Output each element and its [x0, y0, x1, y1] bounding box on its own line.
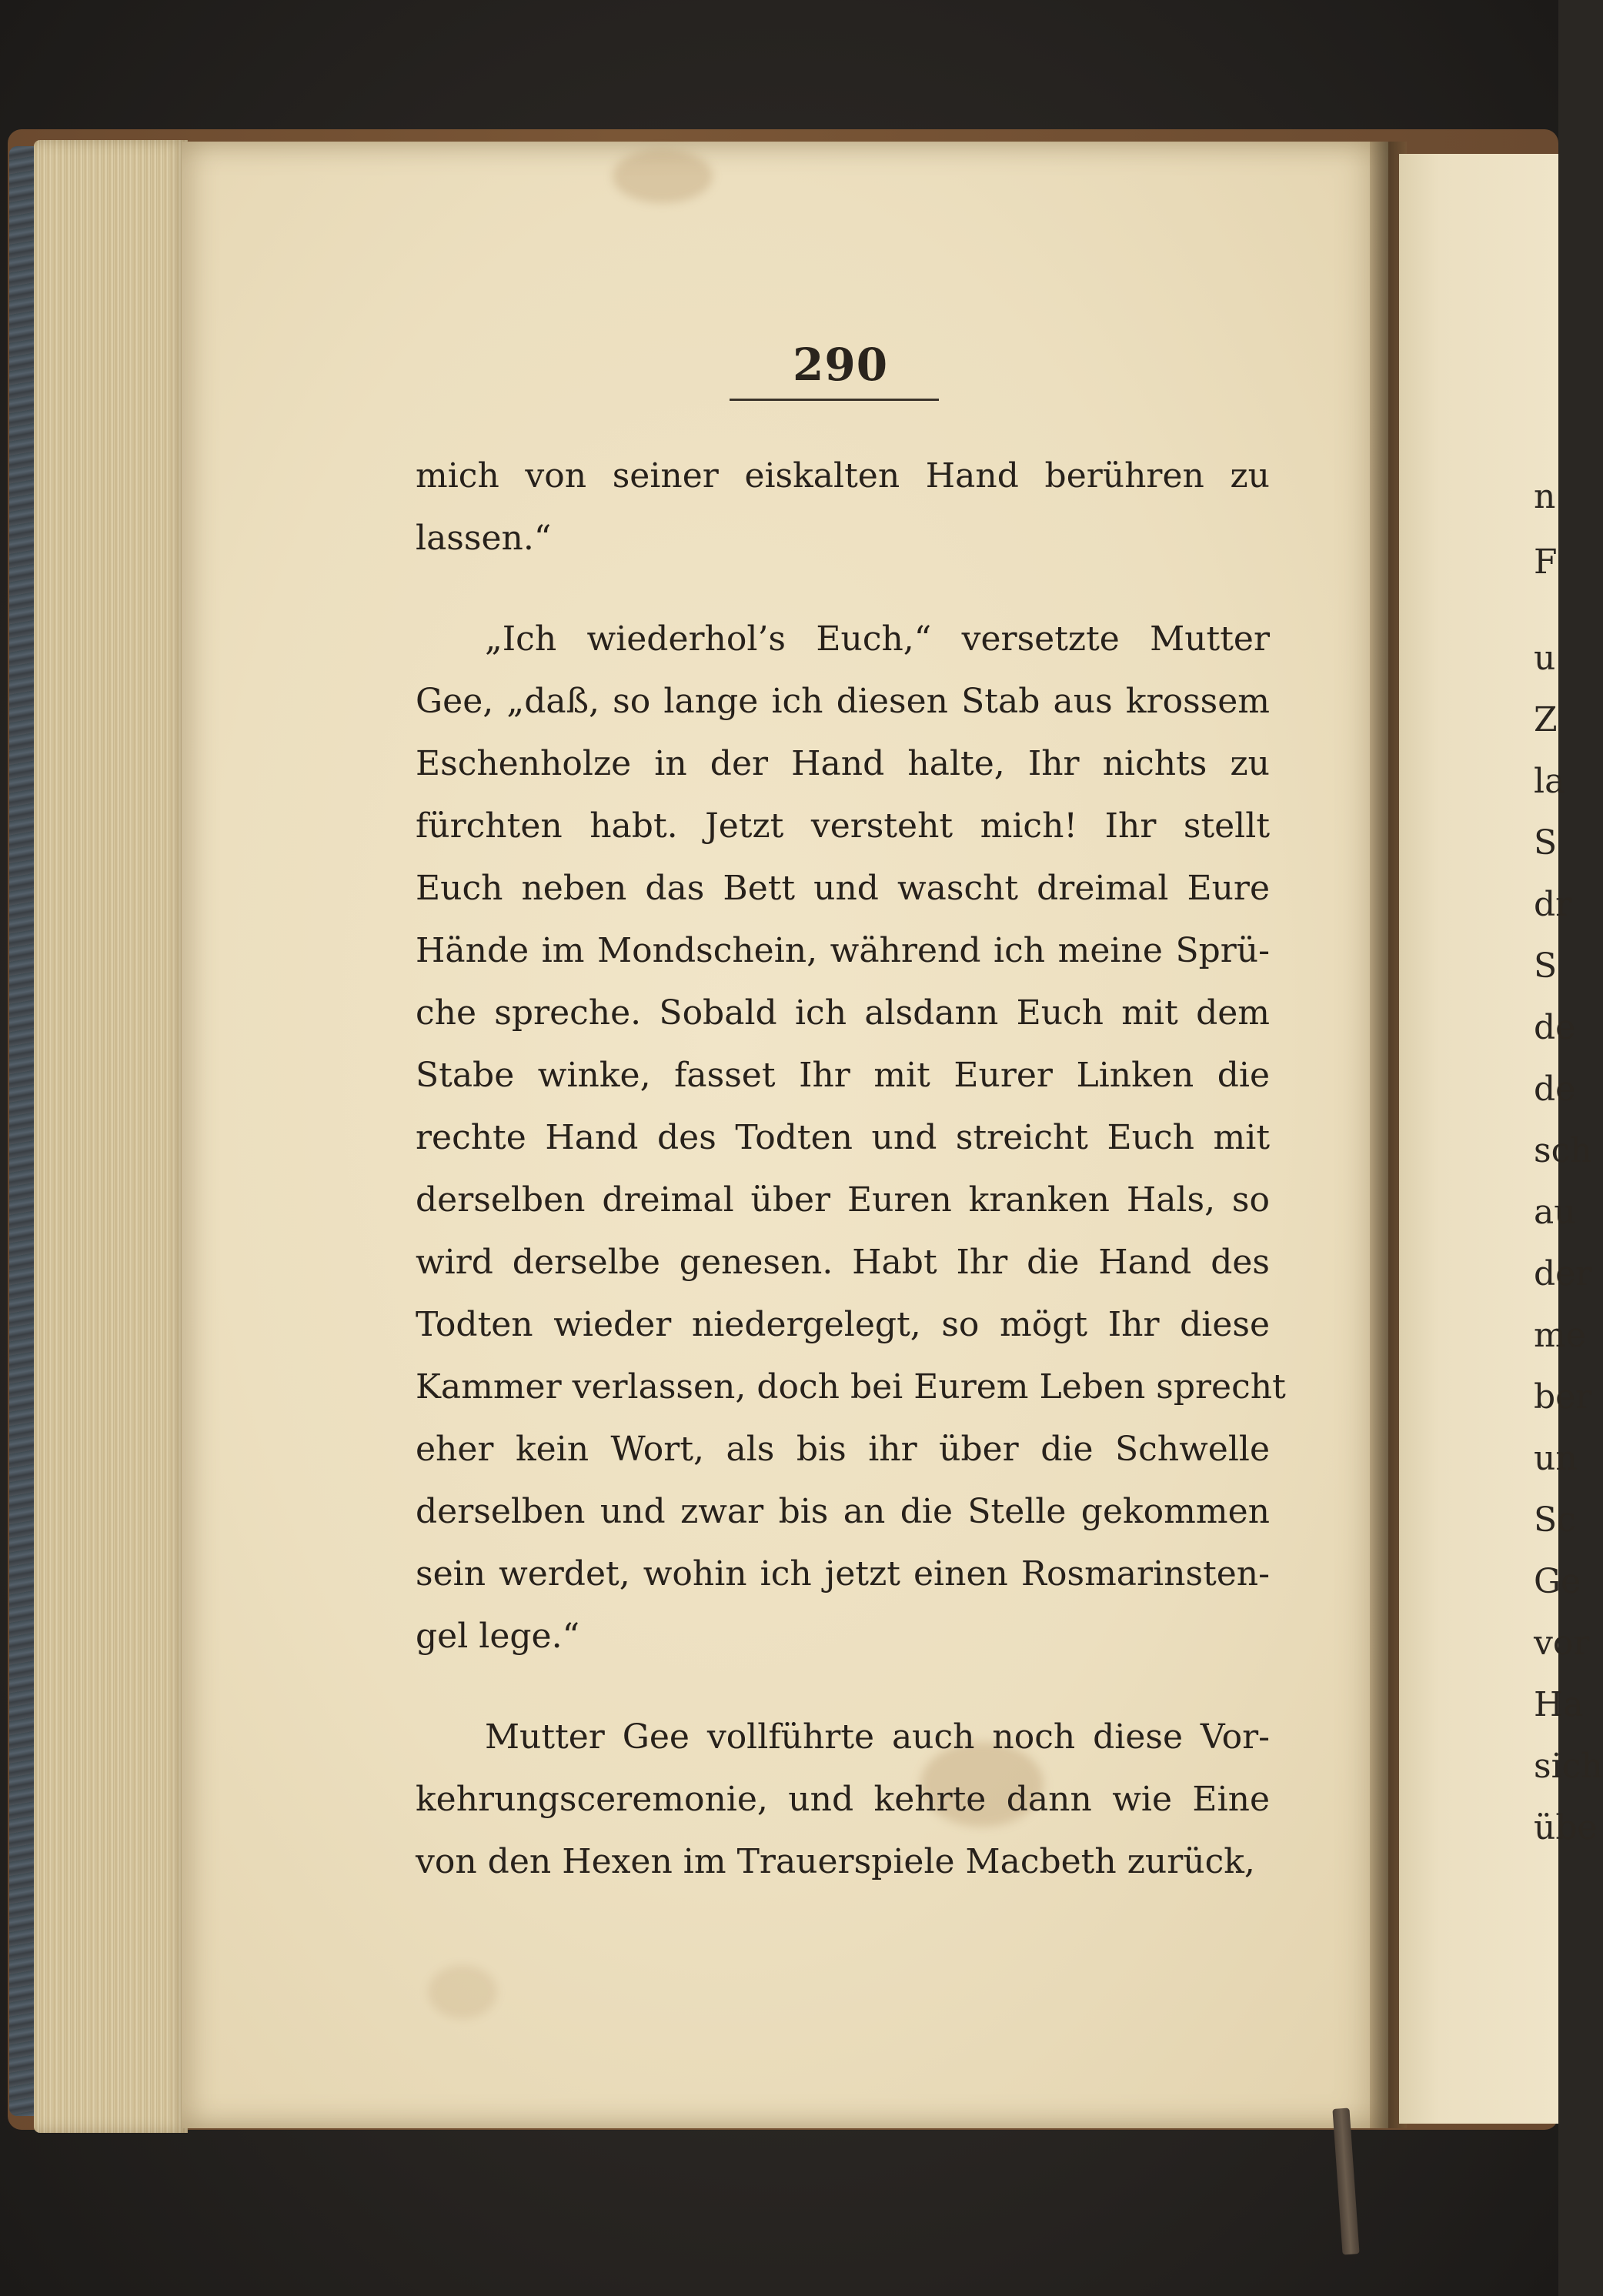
text-line: „Ich wiederhol’s Euch,“ versetzte Mutter	[485, 619, 1270, 659]
text-line: che spreche. Sobald ich alsdann Euch mit dem	[416, 993, 1270, 1033]
page-number: 290	[793, 339, 889, 391]
text-line: Gee, „daß, so lange ich diesen Stab aus krossem	[416, 682, 1270, 721]
text-line: von den Hexen im Trauerspiele Macbeth zurück,	[416, 1842, 1255, 1881]
text-line: Eschenholze in der Hand halte, Ihr nichts zu	[416, 744, 1270, 783]
text-line: sein werdet, wohin ich jetzt einen Rosmarinsten-	[416, 1554, 1270, 1594]
text-line: eher kein Wort, als bis ihr über die Schwelle	[416, 1430, 1270, 1469]
text-line: Hände im Mondschein, während ich meine Sprü-	[416, 931, 1270, 970]
right-page-fragment: au	[1534, 1193, 1576, 1232]
right-page-fragment: Sc	[1534, 1500, 1576, 1540]
right-page-fragment: übe	[1534, 1808, 1598, 1847]
right-page-fragment: n	[1534, 477, 1556, 516]
right-page-fragment: vor	[1534, 1624, 1590, 1663]
bookmark-ribbon	[1332, 2107, 1359, 2254]
text-line: Kammer verlassen, doch bei Eurem Leben sprecht	[416, 1367, 1286, 1407]
body-text	[416, 445, 1286, 1893]
right-page-fragment: F	[1534, 542, 1558, 582]
text-line: lassen.“	[416, 519, 552, 558]
text-line: derselben und zwar bis an die Stelle gekommen	[416, 1492, 1270, 1531]
right-page-fragment: Z	[1534, 700, 1558, 739]
right-page-fragment: Ge	[1534, 1562, 1581, 1601]
right-page-fragment: la	[1534, 762, 1565, 801]
text-line: mich von seiner eiskalten Hand berühren zu	[416, 456, 1270, 496]
stain	[428, 1965, 497, 2019]
text-line: rechte Hand des Todten und streicht Euch mit	[416, 1118, 1270, 1157]
text-line: Stabe winke, fasset Ihr mit Eurer Linken die	[416, 1056, 1270, 1095]
right-page-fragment: S	[1534, 946, 1558, 986]
right-page-fragment: S	[1534, 823, 1558, 863]
text-line: gel lege.“	[416, 1617, 580, 1656]
text-line: kehrungsceremonie, und kehrte dann wie Eine	[416, 1780, 1270, 1819]
right-page-fragment: Ha	[1534, 1685, 1584, 1724]
right-page-fragment: de	[1534, 1008, 1576, 1047]
text-line: Mutter Gee vollführte auch noch diese Vor-	[485, 1717, 1270, 1757]
right-page-fragment: de	[1534, 1070, 1576, 1109]
right-page-fragment: un	[1534, 1439, 1578, 1478]
paragraph-gap	[416, 569, 1270, 608]
right-page-fragment: ber	[1534, 1377, 1592, 1417]
text-line: fürchten habt. Jetzt versteht mich! Ihr stellt	[416, 806, 1270, 846]
text-line: Euch neben das Bett und wascht dreimal Eure	[416, 869, 1270, 908]
text-line: Todten wieder niedergelegt, so mögt Ihr diese	[416, 1305, 1270, 1344]
header-rule	[730, 399, 939, 401]
stain	[613, 149, 713, 203]
right-page-fragment: sch	[1534, 1131, 1592, 1170]
page-stack-edge	[34, 140, 188, 2133]
right-page-fragment: der	[1534, 1254, 1592, 1293]
right-page-fragment: sich	[1534, 1747, 1603, 1786]
right-page-fragment: u	[1534, 639, 1556, 678]
right-page-fragment: me	[1534, 1316, 1586, 1355]
text-line: wird derselbe genesen. Habt Ihr die Hand des	[416, 1243, 1270, 1282]
paragraph-gap	[416, 1667, 1270, 1706]
text-line: derselben dreimal über Euren kranken Hals, so	[416, 1180, 1270, 1220]
right-page-edge	[1399, 154, 1603, 2124]
right-page-fragment: dr	[1534, 885, 1572, 924]
